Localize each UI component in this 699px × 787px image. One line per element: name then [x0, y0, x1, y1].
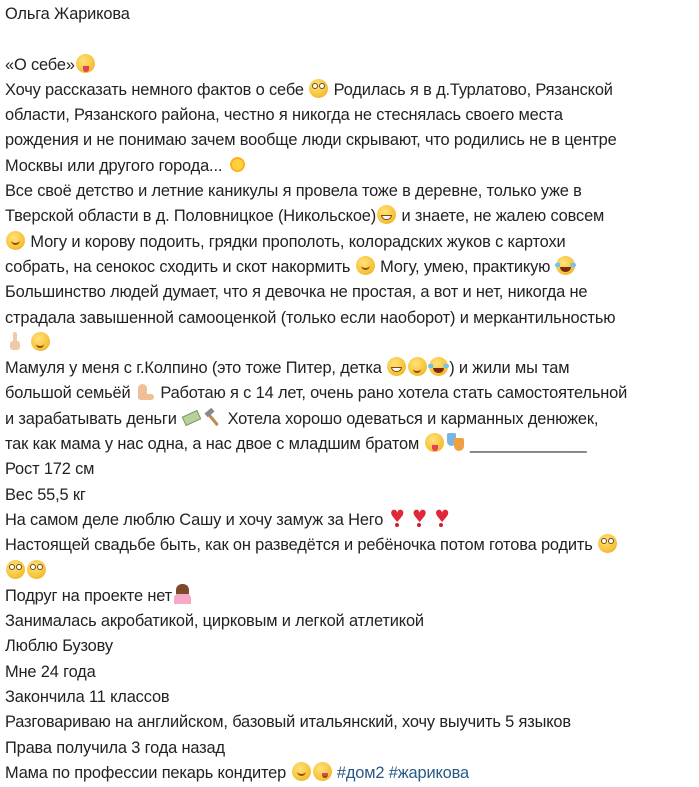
zany-face-icon — [76, 54, 95, 73]
hashtag-dom2-link[interactable]: #дом2 — [336, 763, 385, 782]
post-line: Могу и корову подоить, грядки прополоть, колорадских жуков с картохи — [5, 230, 695, 255]
post-line: Настоящей свадьбе быть, как он разведётся и ребёночка потом готова родить — [5, 533, 695, 558]
performing-arts-icon — [446, 433, 465, 452]
sun-icon — [228, 155, 247, 174]
post-line: Разговариваю на английском, базовый итальянский, хочу выучить 5 языков — [5, 713, 571, 732]
post-line: Хочу рассказать немного фактов о себе Родилась я в д.Турлатово, Рязанской — [5, 80, 613, 99]
flushed-face-icon — [27, 560, 46, 579]
post-line: страдала завышенной самооценкой (только если наоборот) и меркантильностью — [5, 308, 616, 327]
flexed-biceps-icon — [136, 382, 155, 401]
winking-face-icon — [408, 357, 427, 376]
woman-gesturing-no-icon — [173, 585, 192, 604]
smiling-face-icon — [292, 762, 311, 781]
post-line: Вес 55,5 кг — [5, 485, 86, 504]
heart-exclamation-icon — [389, 509, 405, 528]
smiling-face-icon — [6, 231, 25, 250]
heart-exclamation-icon — [411, 509, 427, 528]
post-line: Москвы или другого города... — [5, 154, 695, 179]
heart-exclamation-icon — [433, 509, 449, 528]
flushed-face-icon — [598, 534, 617, 553]
index-pointing-up-icon — [6, 332, 25, 351]
section-title: «О себе» — [5, 53, 695, 78]
face-savoring-food-icon — [313, 762, 332, 781]
post-line — [5, 559, 695, 584]
post-line: рождения и не понимаю зачем вообще люди скрывают, что родились не в центре — [5, 131, 617, 150]
post-line: большой семьёй Работаю я с 14 лет, очень рано хотела стать самостоятельной — [5, 384, 628, 403]
grinning-face-icon — [387, 357, 406, 376]
post-line: собрать, на сенокос сходить и скот накормить Могу, умею, практикую — [5, 255, 695, 280]
zany-face-icon — [425, 433, 444, 452]
post-line: Люблю Бузову — [5, 637, 113, 656]
post-line: Закончила 11 классов — [5, 688, 170, 707]
post-line: Тверской области в д. Половницкое (Никольское) и знаете, не жалею совсем — [5, 207, 605, 226]
post-line: На самом деле люблю Сашу и хочу замуж за Него ♥ ♥ ♥ — [5, 508, 695, 533]
post-line: Права получила 3 года назад — [5, 738, 225, 757]
smiling-face-icon — [356, 256, 375, 275]
hammer-icon — [203, 408, 222, 427]
tears-of-joy-icon — [429, 357, 448, 376]
post-line — [5, 331, 695, 356]
post-text — [5, 2, 695, 786]
post-line: Все своё детство и летние каникулы я провела тоже в деревне, только уже в — [5, 182, 582, 201]
post-line: Рост 172 см — [5, 460, 95, 479]
post-line: Мама по профессии пекарь кондитер #дом2 #жарикова — [5, 763, 469, 782]
post-line: Занималась акробатикой, цирковым и легкой атлетикой — [5, 612, 424, 631]
post-line: Подруг на проекте нет — [5, 584, 695, 609]
flushed-face-icon — [6, 560, 25, 579]
post-line: и зарабатывать деньги Хотела хорошо одеваться и карманных денюжек, — [5, 409, 599, 428]
post-line: Мамуля у меня с г.Колпино (это тоже Питер, детка ) и жили мы там — [5, 359, 570, 378]
post-line: области, Рязанского района, честно я никогда не стеснялась своего места — [5, 106, 563, 125]
grinning-face-icon — [377, 205, 396, 224]
flushed-face-icon — [309, 79, 328, 98]
post-line: Большинство людей думает, что я девочка не простая, а вот и нет, никогда не — [5, 283, 588, 302]
post-line: так как мама у нас одна, а нас двое с младшим братом _____________ — [5, 435, 587, 454]
post-author: Ольга Жарикова — [5, 5, 130, 23]
money-with-wings-icon — [182, 408, 201, 427]
post-line: Мне 24 года — [5, 662, 96, 681]
tears-of-joy-icon — [556, 256, 575, 275]
winking-face-icon — [31, 332, 50, 351]
blank-line — [5, 27, 695, 52]
hashtag-zharikova-link[interactable]: #жарикова — [388, 763, 469, 782]
